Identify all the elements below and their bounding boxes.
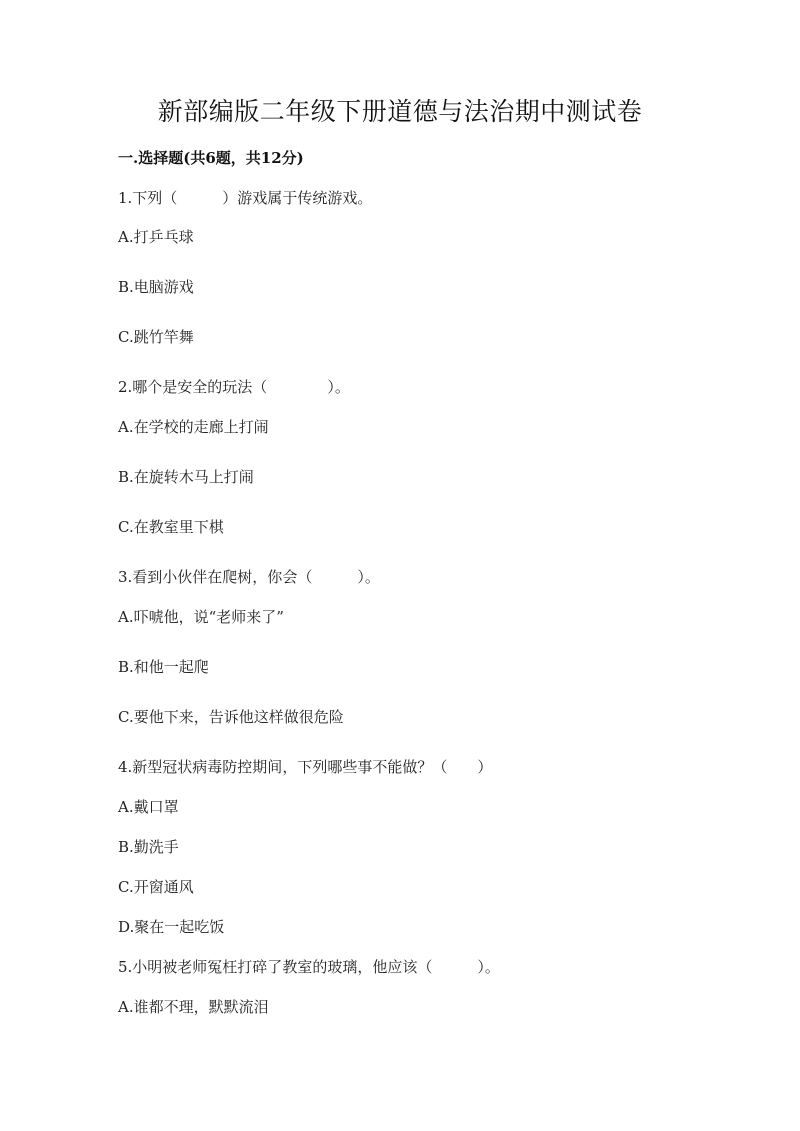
question-1-option-b: B.电脑游戏 [118, 278, 194, 296]
question-1-stem: 1.下列（ ）游戏属于传统游戏。 [118, 189, 373, 207]
question-1-option-c: C.跳竹竿舞 [118, 328, 194, 346]
question-4-option-a: A.戴口罩 [118, 798, 179, 816]
question-5-stem: 5.小明被老师冤枉打碎了教室的玻璃，他应该（ ）。 [118, 958, 500, 976]
question-3-option-c: C.要他下来，告诉他这样做很危险 [118, 708, 344, 726]
question-2-option-b: B.在旋转木马上打闹 [118, 468, 254, 486]
question-3-stem: 3.看到小伙伴在爬树，你会（ ）。 [118, 568, 380, 586]
question-4-option-c: C.开窗通风 [118, 878, 194, 896]
question-5-option-a: A.谁都不理，默默流泪 [118, 998, 269, 1016]
question-2-stem: 2.哪个是安全的玩法（ ）。 [118, 378, 350, 396]
question-2-option-a: A.在学校的走廊上打闹 [118, 418, 269, 436]
question-3-option-b: B.和他一起爬 [118, 658, 209, 676]
question-2-option-c: C.在教室里下棋 [118, 518, 224, 536]
question-4-option-b: B.勤洗手 [118, 838, 179, 856]
question-1-option-a: A.打乒乓球 [118, 228, 194, 246]
question-4-stem: 4.新型冠状病毒防控期间，下列哪些事不能做？（ ） [118, 758, 493, 776]
section-heading: 一.选择题(共6题，共12分) [118, 149, 304, 167]
question-3-option-a: A.吓唬他，说“老师来了” [118, 608, 284, 626]
page-title: 新部编版二年级下册道德与法治期中测试卷 [157, 97, 643, 126]
question-4-option-d: D.聚在一起吃饭 [118, 918, 225, 936]
